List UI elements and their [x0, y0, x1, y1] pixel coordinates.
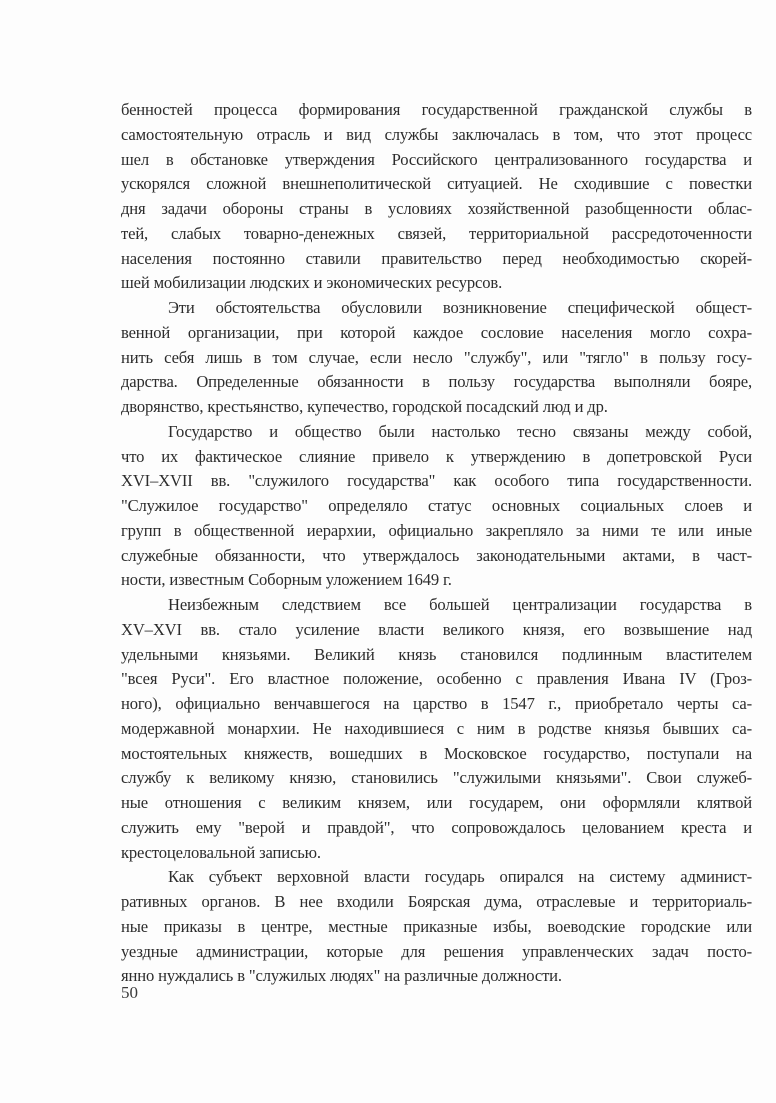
paragraph: [121, 420, 752, 593]
text-line: самостоятельную отрасль и вид службы заключалась в том, что этот процесс: [121, 124, 752, 144]
text-line: Неизбежным следствием все большей централизации государства в: [168, 595, 752, 614]
paragraph: [121, 865, 752, 989]
text-line: дарства. Определенные обязанности в пользу государства выполняли бояре,: [121, 372, 752, 392]
paragraph: [121, 593, 752, 865]
text-line: XV–XVI вв. стало усиление власти великого князя, его возвышение над: [121, 619, 752, 639]
text-line: Эти обстоятельства обусловили возникновение специфической общест-: [168, 298, 752, 317]
text-line: мостоятельных княжеств, вошедших в Московское государство, поступали на: [121, 743, 752, 763]
text-line: что их фактическое слияние привело к утверждению в допетровской Руси: [121, 446, 752, 466]
text-line: службу к великому князю, становились "служилыми князьями". Свои служеб-: [121, 768, 752, 788]
text-line: ные отношения с великим князем, или государем, они оформляли клятвой: [121, 793, 752, 812]
paragraph: [121, 98, 752, 296]
text-line: ративных органов. В нее входили Боярская дума, отраслевые и территориаль-: [121, 892, 752, 911]
text-line: служебные обязанности, что утверждалось законодательными актами, в част-: [121, 545, 752, 565]
text-line: шей мобилизации людских и экономических ресурсов.: [121, 273, 503, 293]
text-line: ности, известным Соборным уложением 1649 г.: [121, 570, 452, 590]
page-number: 50: [121, 983, 138, 1002]
text-line: венной организации, при которой каждое сословие населения могло сохра-: [121, 322, 752, 342]
text-line: ного), официально венчавшегося на царство в 1547 г., приобретало черты са-: [121, 694, 752, 713]
text-line: служить ему "верой и правдой", что сопровождалось целованием креста и: [121, 817, 752, 837]
text-line: "Служилое государство" определяло статус основных социальных слоев и: [121, 496, 752, 515]
text-line: удельными князьями. Великий князь становился подлинным властителем: [121, 644, 752, 664]
text-line: ные приказы в центре, местные приказные избы, воеводские городские или: [121, 916, 752, 936]
text-line: "всея Руси". Его властное положение, особенно с правления Ивана IV (Гроз-: [121, 669, 752, 689]
text-line: нить себя лишь в том случае, если несло "службу", или "тягло" в пользу госу-: [121, 347, 752, 367]
paragraph: [121, 296, 752, 420]
text-line: уездные администрации, которые для решения управленческих задач посто-: [121, 941, 752, 961]
text-line: шел в обстановке утверждения Российского централизованного государства и: [121, 149, 752, 169]
text-line: бенностей процесса формирования государственной гражданской службы в: [121, 100, 752, 119]
text-line: Государство и общество были настолько тесно связаны между собой,: [168, 421, 752, 441]
text-line: крестоцеловальной записью.: [121, 842, 321, 862]
text-line: тей, слабых товарно-денежных связей, территориальной рассредоточенности: [121, 223, 752, 243]
text-line: Как субъект верховной власти государь опирался на систему админист-: [168, 867, 752, 887]
text-line: янно нуждались в "служилых людях" на различные должности.: [121, 966, 562, 986]
text-line: групп в общественной иерархии, официально закрепляло за ними те или иные: [121, 520, 752, 540]
text-line: XVI–XVII вв. "служилого государства" как особого типа государственности.: [121, 471, 752, 491]
text-line: ускорялся сложной внешнеполитической ситуацией. Не сходившие с повестки: [121, 174, 752, 194]
body-text: [121, 98, 752, 989]
text-line: дворянство, крестьянство, купечество, городской посадский люд и др.: [121, 397, 608, 416]
text-line: дня задачи обороны страны в условиях хозяйственной разобщенности облас-: [121, 199, 752, 218]
text-line: модержавной монархии. Не находившиеся с ним в родстве князья бывших са-: [121, 718, 752, 738]
text-line: населения постоянно ставили правительство перед необходимостью скорей-: [121, 248, 752, 268]
